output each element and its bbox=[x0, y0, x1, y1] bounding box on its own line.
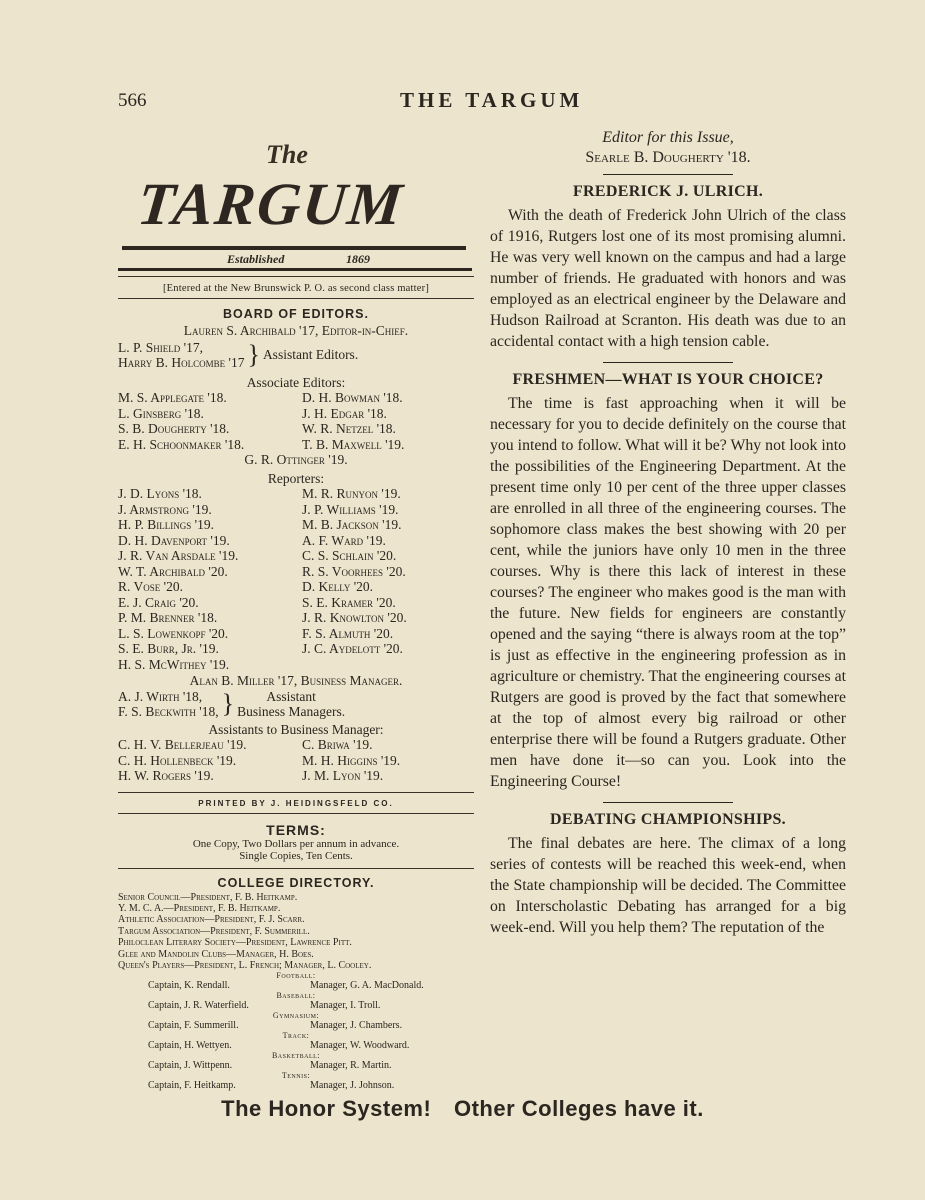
directory-entry: Senior Council—President, F. B. Heitkamp. bbox=[118, 891, 298, 903]
directory-entry: Queen's Players—President, L. French; Manager, L. Cooley. bbox=[118, 959, 372, 971]
asst-bm-name: A. J. Wirth '18, bbox=[118, 688, 203, 704]
associate-name: S. B. Dougherty '18. bbox=[118, 421, 230, 436]
bottom-banner bbox=[0, 1096, 925, 1122]
banner-right: Other Colleges have it. bbox=[453, 1096, 704, 1121]
assistants-left bbox=[118, 737, 290, 784]
entered-notice: [Entered at the New Brunswick P. O. as second class matter] bbox=[162, 283, 430, 294]
masthead-title: TARGUM bbox=[134, 171, 407, 237]
terms-line-2: Single Copies, Ten Cents. bbox=[239, 849, 353, 862]
directory-orgs bbox=[118, 892, 474, 972]
directory-entry: Targum Association—President, F. Summerill. bbox=[118, 925, 310, 937]
reporters-heading: Reporters: bbox=[267, 470, 325, 486]
right-column bbox=[490, 128, 846, 938]
article-heading: DEBATING CHAMPIONSHIPS. bbox=[550, 811, 786, 828]
associate-name: L. Ginsberg '18. bbox=[118, 405, 204, 421]
reporter-name: J. C. Aydelott '20. bbox=[302, 641, 403, 656]
business-manager: Alan B. Miller '17, Business Manager. bbox=[189, 673, 403, 688]
reporter-name: S. E. Kramer '20. bbox=[302, 594, 396, 610]
running-head: THE TARGUM bbox=[400, 88, 584, 112]
banner-left: The Honor System! bbox=[221, 1096, 432, 1121]
brace-glyph: } bbox=[221, 689, 235, 718]
sport-row bbox=[118, 1060, 474, 1071]
assistant-name: M. H. Higgins '19. bbox=[302, 752, 401, 768]
divider bbox=[118, 868, 474, 869]
masthead-logo bbox=[118, 138, 474, 273]
reporters-right bbox=[290, 486, 474, 672]
reporter-name: S. E. Burr, Jr. '19. bbox=[118, 641, 219, 656]
sport-captain: Captain, H. Wettyen. bbox=[148, 1040, 232, 1052]
article-paragraph: With the death of Frederick John Ulrich of the class of 1916, Rutgers lost one of its most promising alumni. He was very well known on the campus and had a large number of friends. He graduated with honors and was employed as an electrical engineer by the Delaware and Hudson Railroad at Scranton. His death was due to an accidental contact with a high tension cable. bbox=[490, 207, 846, 350]
assistant-name: J. M. Lyon '19. bbox=[302, 768, 384, 783]
masthead-rule bbox=[122, 246, 466, 250]
associate-name: M. S. Applegate '18. bbox=[118, 390, 227, 405]
sport-name: Football: bbox=[276, 971, 316, 981]
article-heading: FREDERICK J. ULRICH. bbox=[572, 183, 763, 200]
editor-for-issue-label: Editor for this Issue, bbox=[602, 129, 734, 146]
reporter-name: M. B. Jackson '19. bbox=[302, 517, 402, 532]
associate-name: W. R. Netzel '18. bbox=[302, 421, 396, 436]
terms-heading: TERMS: bbox=[266, 821, 326, 838]
reporter-name: H. S. McWithey '19. bbox=[118, 656, 230, 672]
reporter-name: L. S. Lowenkopf '20. bbox=[118, 625, 229, 641]
sport-row bbox=[118, 1020, 474, 1031]
assistant-editor-1: L. P. Shield '17, bbox=[118, 339, 203, 355]
asst-bm-label: Assistant bbox=[266, 688, 316, 704]
masthead-established: Established bbox=[227, 252, 285, 266]
sport-captain: Captain, F. Heitkamp. bbox=[148, 1080, 236, 1092]
reporter-name: J. R. Van Arsdale '19. bbox=[118, 548, 239, 563]
sport-manager: Manager, G. A. MacDonald. bbox=[310, 980, 424, 992]
reporter-name: D. Kelly '20. bbox=[302, 579, 374, 594]
assistant-editors-label: Assistant Editors. bbox=[262, 347, 359, 363]
sport-row bbox=[118, 1000, 474, 1011]
masthead-year: 1869 bbox=[346, 252, 370, 266]
assistants-list bbox=[118, 737, 474, 784]
assistants-right bbox=[290, 737, 474, 784]
masthead-established-row bbox=[122, 251, 466, 269]
directory-heading: COLLEGE DIRECTORY. bbox=[217, 875, 375, 890]
assistant-editors bbox=[118, 340, 474, 371]
assistants-heading: Assistants to Business Manager: bbox=[208, 721, 384, 737]
assistant-editor-2: Harry B. Holcombe '17 bbox=[118, 355, 245, 370]
directory-entry: Glee and Mandolin Clubs—Manager, H. Boes. bbox=[118, 948, 314, 960]
reporters-list bbox=[118, 486, 474, 672]
sport-manager: Manager, I. Troll. bbox=[310, 1000, 381, 1012]
associate-last: G. R. Ottinger '19. bbox=[244, 452, 348, 467]
reporter-name: E. J. Craig '20. bbox=[118, 594, 199, 610]
sport-manager: Manager, R. Martin. bbox=[310, 1060, 392, 1072]
directory-entry: Y. M. C. A.—President, F. B. Heitkamp. bbox=[118, 902, 281, 914]
reporter-name: P. M. Brenner '18. bbox=[118, 610, 218, 625]
reporter-name: R. S. Voorhees '20. bbox=[302, 563, 406, 579]
sport-name: Tennis: bbox=[281, 1071, 311, 1081]
sport-captain: Captain, K. Rendall. bbox=[148, 980, 230, 992]
sport-name: Basketball: bbox=[271, 1051, 321, 1061]
reporter-name: W. T. Archibald '20. bbox=[118, 563, 228, 579]
sport-row bbox=[118, 1040, 474, 1051]
reporter-name: M. R. Runyon '19. bbox=[302, 486, 401, 501]
page-number: 566 bbox=[118, 90, 147, 111]
masthead-the: The bbox=[266, 140, 308, 169]
associates-list bbox=[118, 390, 474, 452]
left-column bbox=[118, 138, 474, 1091]
associate-name: T. B. Maxwell '19. bbox=[302, 436, 405, 452]
associate-heading: Associate Editors: bbox=[246, 374, 346, 390]
divider bbox=[118, 813, 474, 814]
reporter-name: D. H. Davenport '19. bbox=[118, 532, 230, 548]
sport-name: Baseball: bbox=[276, 991, 316, 1001]
asst-bm-name: F. S. Beckwith '18, bbox=[118, 704, 219, 719]
asst-bm-label: Business Managers. bbox=[237, 704, 346, 719]
reporter-name: F. S. Almuth '20. bbox=[302, 625, 394, 641]
reporter-name: A. F. Ward '19. bbox=[302, 532, 386, 548]
assistant-business-managers bbox=[118, 689, 474, 720]
article-heading: FRESHMEN—WHAT IS YOUR CHOICE? bbox=[512, 371, 824, 388]
sport-captain: Captain, J. Wittpenn. bbox=[148, 1060, 233, 1072]
assistant-name: C. H. V. Bellerjeau '19. bbox=[118, 737, 247, 752]
printed-by: PRINTED BY J. HEIDINGSFELD CO. bbox=[198, 798, 394, 808]
brace-glyph: } bbox=[247, 340, 260, 369]
reporter-name: J. P. Williams '19. bbox=[302, 501, 399, 517]
editor-for-issue-name: Searle B. Dougherty '18. bbox=[585, 149, 751, 166]
assistant-name: C. Briwa '19. bbox=[302, 737, 373, 752]
directory-entry: Philoclean Literary Society—President, Lawrence Pitt. bbox=[118, 937, 352, 949]
reporters-left bbox=[118, 486, 290, 672]
sport-manager: Manager, W. Woodward. bbox=[310, 1040, 410, 1052]
article-rule bbox=[603, 802, 733, 803]
editor-in-chief: Lauren S. Archibald '17, Editor-in-Chief. bbox=[183, 323, 409, 338]
reporter-name: H. P. Billings '19. bbox=[118, 517, 214, 532]
sport-captain: Captain, F. Summerill. bbox=[148, 1020, 239, 1032]
board-heading: BOARD OF EDITORS. bbox=[223, 307, 369, 321]
directory-entry: Athletic Association—President, F. J. Scarr. bbox=[118, 914, 305, 926]
reporter-name: R. Vose '20. bbox=[118, 579, 183, 594]
sport-name: Gymnasium: bbox=[272, 1011, 320, 1021]
sport-captain: Captain, J. R. Waterfield. bbox=[148, 1000, 249, 1012]
divider bbox=[118, 792, 474, 793]
assistant-name: H. W. Rogers '19. bbox=[118, 768, 214, 783]
associate-name: E. H. Schoonmaker '18. bbox=[118, 436, 245, 452]
masthead-rule-bottom bbox=[118, 268, 472, 271]
article-paragraph: The final debates are here. The climax of a long series of contests will be reached this week-end, when the State championship will be decided. The Committee on Interscholastic Debating has arranged for a big week-end. Will you help them? The reputation of the bbox=[490, 835, 846, 936]
associates-right bbox=[290, 390, 474, 452]
article-rule bbox=[603, 362, 733, 363]
directory-sports bbox=[118, 971, 474, 1091]
reporter-name: J. Armstrong '19. bbox=[118, 501, 212, 517]
sport-name: Track: bbox=[282, 1031, 310, 1041]
divider bbox=[118, 298, 474, 299]
article-rule bbox=[603, 174, 733, 175]
assistant-name: C. H. Hollenbeck '19. bbox=[118, 752, 237, 768]
divider bbox=[118, 276, 474, 277]
reporter-name: J. R. Knowlton '20. bbox=[302, 610, 407, 625]
associate-name: J. H. Edgar '18. bbox=[302, 405, 387, 421]
sport-row bbox=[118, 980, 474, 991]
reporter-name: C. S. Schlain '20. bbox=[302, 548, 397, 563]
reporter-name: J. D. Lyons '18. bbox=[118, 486, 202, 501]
associate-name: D. H. Bowman '18. bbox=[302, 390, 403, 405]
article-paragraph: The time is fast approaching when it will be necessary for you to decide definitely on the course that you intend to follow. What will it be? Why not look into the possibilities of the Engineering Department. At the present time only 10 per cent of the three upper classes are enrolled in all three of the engineering courses. The sophomore class makes the best showing with 20 per cent, while the juniors have only 10 men in the three courses. Why is there this lack of interest in these courses? The engineer who makes good is the man with the future. New fields for engineers are constantly opened and the saying “there is always room at the top” is just as effective in the engineering profession as in agriculture or chemistry. That the engineering courses at Rutgers are good is proved by the fact that somewhere at the top of almost every big railroad or other enterprise there will be found a Rutgers graduate. Other men have done it—so can you. Look into the Engineering Course! bbox=[490, 395, 846, 790]
sport-manager: Manager, J. Chambers. bbox=[310, 1020, 403, 1032]
associates-left bbox=[118, 390, 290, 452]
sport-row bbox=[118, 1080, 474, 1091]
terms-line-1: One Copy, Two Dollars per annum in advance. bbox=[192, 837, 400, 850]
sport-manager: Manager, J. Johnson. bbox=[310, 1080, 395, 1092]
